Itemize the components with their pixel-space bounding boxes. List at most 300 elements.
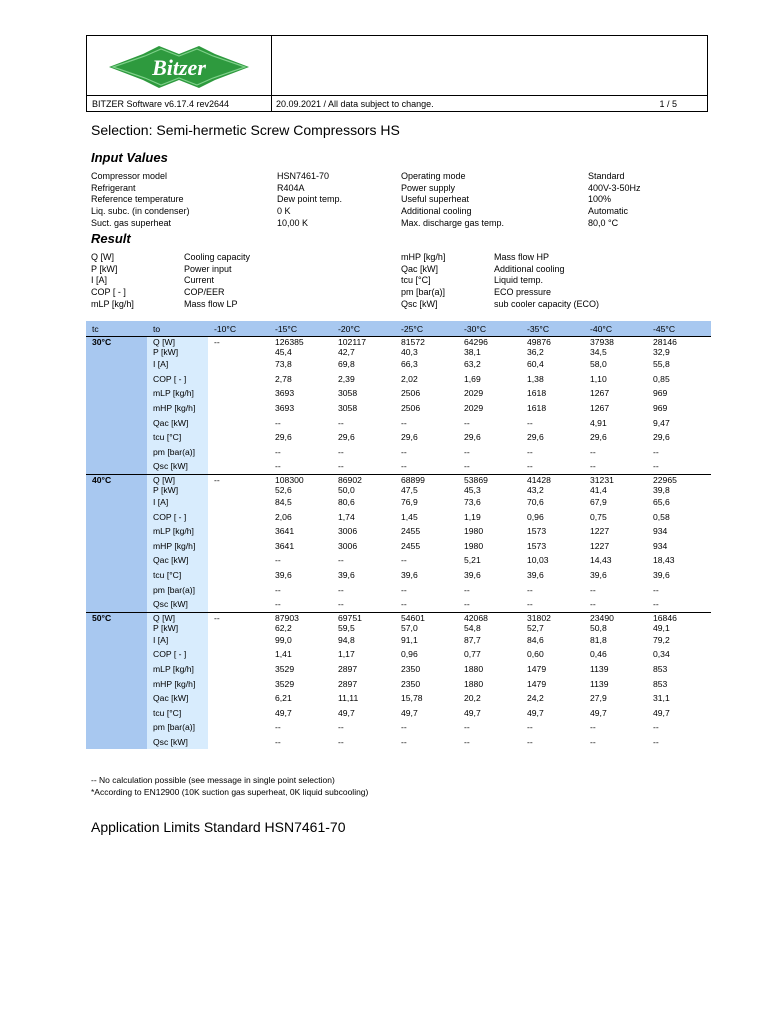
table-cell: 2,78: [275, 373, 292, 384]
table-cell: [208, 509, 269, 524]
parameter-label: Qac [kW]: [147, 691, 208, 706]
table-cell: 45,4: [275, 347, 292, 357]
inputs-right-labels: [401, 171, 504, 229]
table-row: [86, 597, 711, 612]
table-cell: 52,6: [275, 484, 292, 495]
table-cell: --: [653, 584, 659, 595]
table-cell: 73,8: [275, 359, 292, 370]
table-row: [86, 357, 711, 372]
table-cell: 1980: [464, 526, 484, 537]
legend-symbol: mHP [kg/h]: [401, 252, 446, 262]
table-cell: 24,2: [527, 693, 544, 704]
input-value: 400V-3-50Hz: [588, 182, 641, 193]
table-cell: --: [275, 584, 281, 595]
column-header: -20°C: [332, 321, 395, 337]
table-row: [86, 524, 711, 539]
table-cell: --: [338, 461, 344, 472]
table-cell: 0,75: [590, 511, 607, 522]
table-cell: 14,43: [590, 555, 612, 566]
table-cell: 2,02: [401, 373, 418, 384]
input-label: Suct. gas superheat: [91, 217, 172, 228]
table-cell: 2,39: [338, 373, 355, 384]
table-cell: 66,3: [401, 359, 418, 370]
table-cell: 29,6: [590, 432, 607, 443]
table-cell: 39,6: [275, 570, 292, 581]
table-cell: 0,85: [653, 373, 670, 384]
software-version: BITZER Software v6.17.4 rev2644: [92, 99, 230, 109]
table-cell: 29,6: [275, 432, 292, 443]
table-cell: 3529: [275, 663, 295, 674]
table-cell: [208, 524, 269, 539]
parameter-label: COP [ - ]: [147, 509, 208, 524]
table-cell: 60,4: [527, 359, 544, 370]
table-cell: --: [338, 599, 344, 610]
table-cell: [208, 582, 269, 597]
table-cell: 49876: [521, 337, 584, 348]
table-cell: 34,5: [590, 347, 607, 357]
table-cell: 2029: [464, 388, 484, 399]
table-cell: 2897: [338, 663, 358, 674]
legend-description: Liquid temp.: [494, 275, 544, 286]
table-cell: [208, 553, 269, 568]
table-cell: 68899: [395, 474, 458, 485]
table-cell: 87,7: [464, 634, 481, 645]
table-cell: 49,7: [653, 707, 670, 718]
table-cell: 1880: [464, 678, 484, 689]
table-cell: 0,60: [527, 649, 544, 660]
table-cell: 853: [653, 663, 668, 674]
table-cell: --: [653, 446, 659, 457]
table-cell: 57,0: [401, 622, 418, 633]
table-row: [86, 459, 711, 474]
parameter-label: mLP [kg/h]: [147, 524, 208, 539]
table-cell: [208, 347, 269, 357]
table-cell: 0,46: [590, 649, 607, 660]
table-row: [86, 735, 711, 750]
table-row: [86, 415, 711, 430]
column-header: -45°C: [647, 321, 711, 337]
column-header: -25°C: [395, 321, 458, 337]
parameter-label: pm [bar(a)]: [147, 445, 208, 460]
table-cell: [208, 495, 269, 510]
footnote-en12900: *According to EN12900 (10K suction gas superheat, 0K liquid subcooling): [91, 787, 369, 797]
parameter-label: Q [W]: [147, 612, 208, 623]
date-note: 20.09.2021 / All data subject to change.: [276, 99, 434, 109]
table-cell: 38,1: [464, 347, 481, 357]
table-cell: --: [401, 722, 407, 733]
table-cell: 934: [653, 526, 668, 537]
table-cell: 10,03: [527, 555, 549, 566]
table-cell: 2506: [401, 388, 421, 399]
table-cell: [208, 386, 269, 401]
legend-description: Power input: [184, 263, 232, 274]
header-divider-horizontal: [87, 95, 707, 96]
table-cell: 102117: [332, 337, 395, 348]
table-cell: 3641: [275, 526, 295, 537]
table-cell: 3529: [275, 678, 295, 689]
table-cell: [208, 568, 269, 583]
table-cell: 86902: [332, 474, 395, 485]
table-cell: 4,91: [590, 417, 607, 428]
table-cell: --: [653, 736, 659, 747]
parameter-label: P [kW]: [147, 347, 208, 357]
table-cell: 3641: [275, 540, 295, 551]
table-cell: 53869: [458, 474, 521, 485]
inputs-left-values: [277, 171, 342, 229]
table-row: [86, 612, 711, 623]
table-cell: 969: [653, 388, 668, 399]
input-value: Dew point temp.: [277, 194, 343, 205]
table-cell: 18,43: [653, 555, 675, 566]
inputs-left-labels: [91, 171, 190, 229]
table-cell: --: [464, 446, 470, 457]
table-row: [86, 647, 711, 662]
legend-description: COP/EER: [184, 287, 225, 298]
input-value: Standard: [588, 171, 625, 181]
table-cell: 1,69: [464, 373, 481, 384]
table-cell: 3058: [338, 403, 358, 414]
table-row: [86, 623, 711, 633]
parameter-label: Q [W]: [147, 337, 208, 348]
table-cell: --: [275, 736, 281, 747]
table-row: [86, 347, 711, 357]
table-cell: 1573: [527, 526, 547, 537]
input-value: R404A: [277, 182, 305, 193]
table-cell: [208, 662, 269, 677]
table-cell: 49,7: [590, 707, 607, 718]
table-cell: --: [401, 599, 407, 610]
table-cell: [208, 357, 269, 372]
table-cell: 22965: [647, 474, 711, 485]
table-cell: 42068: [458, 612, 521, 623]
table-cell: --: [275, 417, 281, 428]
table-cell: --: [208, 474, 269, 485]
input-label: Operating mode: [401, 171, 466, 181]
condensing-temp-cell: 30°C: [86, 337, 147, 475]
legend-symbol: I [A]: [91, 275, 108, 286]
legend-description: Mass flow LP: [184, 298, 238, 309]
header-divider-vertical: [271, 36, 272, 112]
table-cell: 1479: [527, 663, 547, 674]
table-cell: [208, 691, 269, 706]
table-cell: 3058: [338, 388, 358, 399]
table-cell: --: [275, 446, 281, 457]
table-row: [86, 568, 711, 583]
table-cell: 5,21: [464, 555, 481, 566]
column-header: -10°C: [208, 321, 269, 337]
table-cell: 29,6: [338, 432, 355, 443]
results-table: [86, 321, 711, 749]
table-cell: --: [338, 736, 344, 747]
parameter-label: mHP [kg/h]: [147, 676, 208, 691]
legend-symbol: Q [W]: [91, 252, 114, 262]
table-cell: 1618: [527, 388, 547, 399]
table-cell: [208, 705, 269, 720]
table-cell: 39,6: [338, 570, 355, 581]
table-cell: 1267: [590, 388, 610, 399]
table-cell: 16846: [647, 612, 711, 623]
table-cell: --: [590, 461, 596, 472]
legend-description: Current: [184, 275, 215, 286]
parameter-label: I [A]: [147, 633, 208, 648]
input-value: HSN7461-70: [277, 171, 330, 181]
table-cell: --: [338, 584, 344, 595]
condensing-temp-cell: 50°C: [86, 612, 147, 749]
table-row: [86, 705, 711, 720]
page-title: Selection: Semi-hermetic Screw Compressors HS: [91, 122, 400, 138]
table-cell: 1980: [464, 540, 484, 551]
table-cell: --: [527, 461, 533, 472]
parameter-label: Qsc [kW]: [147, 735, 208, 750]
legend-symbol: P [kW]: [91, 263, 118, 274]
table-row: [86, 633, 711, 648]
table-cell: --: [401, 584, 407, 595]
legend-symbol: pm [bar(a)]: [401, 287, 446, 298]
table-cell: 2506: [401, 403, 421, 414]
table-cell: 81,8: [590, 634, 607, 645]
table-cell: --: [208, 612, 269, 623]
table-cell: 29,6: [464, 432, 481, 443]
legend-symbol: mLP [kg/h]: [91, 298, 134, 309]
table-cell: 108300: [269, 474, 332, 485]
table-cell: 81572: [395, 337, 458, 348]
parameter-label: Qsc [kW]: [147, 597, 208, 612]
parameter-label: COP [ - ]: [147, 372, 208, 387]
table-cell: --: [653, 461, 659, 472]
table-row: [86, 386, 711, 401]
table-cell: --: [338, 446, 344, 457]
table-cell: --: [275, 722, 281, 733]
table-cell: 39,6: [464, 570, 481, 581]
legend-left-symbols: [91, 252, 134, 310]
table-cell: 29,6: [527, 432, 544, 443]
input-label: Power supply: [401, 182, 456, 193]
table-cell: --: [464, 722, 470, 733]
table-cell: 1267: [590, 403, 610, 414]
table-cell: 2029: [464, 403, 484, 414]
table-cell: 84,5: [275, 497, 292, 508]
table-cell: --: [464, 736, 470, 747]
table-cell: 1,38: [527, 373, 544, 384]
page-number: 1 / 5: [659, 99, 677, 109]
column-header: -35°C: [521, 321, 584, 337]
table-cell: 1139: [590, 663, 609, 674]
parameter-label: Qac [kW]: [147, 415, 208, 430]
result-heading: Result: [91, 231, 131, 246]
table-cell: 3693: [275, 388, 295, 399]
table-cell: --: [275, 555, 281, 566]
table-cell: 45,3: [464, 484, 481, 495]
parameter-label: Qsc [kW]: [147, 459, 208, 474]
table-cell: 49,1: [653, 622, 670, 633]
table-cell: 6,21: [275, 693, 292, 704]
table-cell: --: [590, 722, 596, 733]
table-cell: 47,5: [401, 484, 418, 495]
legend-symbol: COP [ - ]: [91, 287, 126, 298]
table-cell: --: [590, 736, 596, 747]
table-cell: 87903: [269, 612, 332, 623]
table-cell: 1573: [527, 540, 547, 551]
table-cell: 70,6: [527, 497, 544, 508]
table-cell: 0,77: [464, 649, 481, 660]
table-cell: [208, 633, 269, 648]
table-cell: --: [464, 584, 470, 595]
table-cell: 2350: [401, 678, 421, 689]
table-cell: 2,06: [275, 511, 292, 522]
parameter-label: COP [ - ]: [147, 647, 208, 662]
table-cell: --: [338, 722, 344, 733]
legend-description: ECO pressure: [494, 287, 552, 298]
table-cell: --: [590, 446, 596, 457]
table-cell: --: [401, 446, 407, 457]
table-row: [86, 582, 711, 597]
bitzer-logo: [109, 44, 249, 90]
table-cell: 28146: [647, 337, 711, 348]
parameter-label: pm [bar(a)]: [147, 720, 208, 735]
legend-description: Mass flow HP: [494, 252, 550, 262]
table-cell: 39,6: [653, 570, 670, 581]
table-cell: 1139: [590, 678, 609, 689]
table-cell: 1880: [464, 663, 484, 674]
parameter-label: Qac [kW]: [147, 553, 208, 568]
table-cell: 40,3: [401, 347, 418, 357]
table-row: [86, 445, 711, 460]
table-cell: 49,7: [527, 707, 544, 718]
parameter-label: P [kW]: [147, 623, 208, 633]
table-cell: 36,2: [527, 347, 544, 357]
table-row: [86, 495, 711, 510]
parameter-label: I [A]: [147, 357, 208, 372]
table-cell: --: [464, 599, 470, 610]
parameter-label: mLP [kg/h]: [147, 662, 208, 677]
table-cell: 39,6: [527, 570, 544, 581]
table-cell: 969: [653, 403, 668, 414]
table-cell: 1227: [590, 526, 610, 537]
input-label: Refrigerant: [91, 182, 136, 193]
table-cell: 0,58: [653, 511, 670, 522]
table-cell: 39,6: [401, 570, 418, 581]
table-cell: [208, 401, 269, 416]
table-cell: 1,19: [464, 511, 481, 522]
table-cell: 31231: [584, 474, 647, 485]
table-row: [86, 337, 711, 348]
parameter-label: tcu [°C]: [147, 430, 208, 445]
input-value: Automatic: [588, 206, 629, 217]
table-row: [86, 720, 711, 735]
table-cell: 0,96: [401, 649, 418, 660]
input-label: Useful superheat: [401, 194, 470, 205]
table-cell: 3693: [275, 403, 295, 414]
table-cell: 41,4: [590, 484, 607, 495]
legend-symbol: Qac [kW]: [401, 263, 439, 274]
table-row: [86, 539, 711, 554]
table-cell: 69,8: [338, 359, 355, 370]
table-cell: 126385: [269, 337, 332, 348]
table-cell: 62,2: [275, 622, 292, 633]
table-cell: 55,8: [653, 359, 670, 370]
parameter-label: tcu [°C]: [147, 568, 208, 583]
table-cell: 91,1: [401, 634, 418, 645]
parameter-label: tcu [°C]: [147, 705, 208, 720]
parameter-label: mHP [kg/h]: [147, 539, 208, 554]
table-cell: 64296: [458, 337, 521, 348]
table-cell: 1618: [527, 403, 547, 414]
table-cell: [208, 735, 269, 750]
table-cell: --: [464, 461, 470, 472]
table-cell: 1,17: [338, 649, 355, 660]
input-values-heading: Input Values: [91, 150, 168, 165]
parameter-label: Q [W]: [147, 474, 208, 485]
table-cell: 3006: [338, 526, 358, 537]
table-cell: --: [527, 736, 533, 747]
table-cell: 2455: [401, 526, 421, 537]
table-cell: [208, 720, 269, 735]
input-value: 100%: [588, 194, 612, 205]
table-cell: 58,0: [590, 359, 607, 370]
table-cell: 54,8: [464, 622, 481, 633]
legend-right-descriptions: [494, 252, 599, 310]
input-label: Compressor model: [91, 171, 168, 181]
table-cell: 37938: [584, 337, 647, 348]
table-cell: 32,9: [653, 347, 670, 357]
table-cell: --: [401, 736, 407, 747]
table-cell: 853: [653, 678, 668, 689]
table-cell: --: [464, 417, 470, 428]
table-cell: --: [527, 446, 533, 457]
parameter-label: I [A]: [147, 495, 208, 510]
table-cell: 49,7: [464, 707, 481, 718]
column-header: -15°C: [269, 321, 332, 337]
table-cell: [208, 445, 269, 460]
input-value: 80,0 °C: [588, 217, 619, 228]
table-cell: --: [590, 584, 596, 595]
table-row: [86, 509, 711, 524]
table-cell: 23490: [584, 612, 647, 623]
table-cell: [208, 597, 269, 612]
table-cell: 79,2: [653, 634, 670, 645]
column-header: -30°C: [458, 321, 521, 337]
table-row: [86, 662, 711, 677]
table-cell: 52,7: [527, 622, 544, 633]
table-cell: [208, 459, 269, 474]
table-row: [86, 430, 711, 445]
table-cell: 50,8: [590, 622, 607, 633]
table-cell: 84,6: [527, 634, 544, 645]
table-cell: [208, 676, 269, 691]
table-cell: 1,41: [275, 649, 292, 660]
input-label: Reference temperature: [91, 194, 184, 205]
input-value: 0 K: [277, 206, 291, 217]
table-cell: 76,9: [401, 497, 418, 508]
table-cell: 0,96: [527, 511, 544, 522]
table-cell: 27,9: [590, 693, 607, 704]
table-cell: 1,74: [338, 511, 355, 522]
table-cell: 11,11: [338, 693, 359, 704]
table-cell: --: [527, 584, 533, 595]
table-cell: --: [590, 599, 596, 610]
table-cell: --: [208, 337, 269, 348]
table-cell: 67,9: [590, 497, 607, 508]
table-cell: 29,6: [401, 432, 418, 443]
input-value: 10,00 K: [277, 217, 309, 228]
parameter-label: mLP [kg/h]: [147, 386, 208, 401]
table-cell: 65,6: [653, 497, 670, 508]
legend-left-descriptions: [184, 252, 250, 310]
input-label: Liq. subc. (in condenser): [91, 206, 190, 217]
table-cell: [208, 415, 269, 430]
document-header: [86, 35, 708, 112]
table-cell: 73,6: [464, 497, 481, 508]
